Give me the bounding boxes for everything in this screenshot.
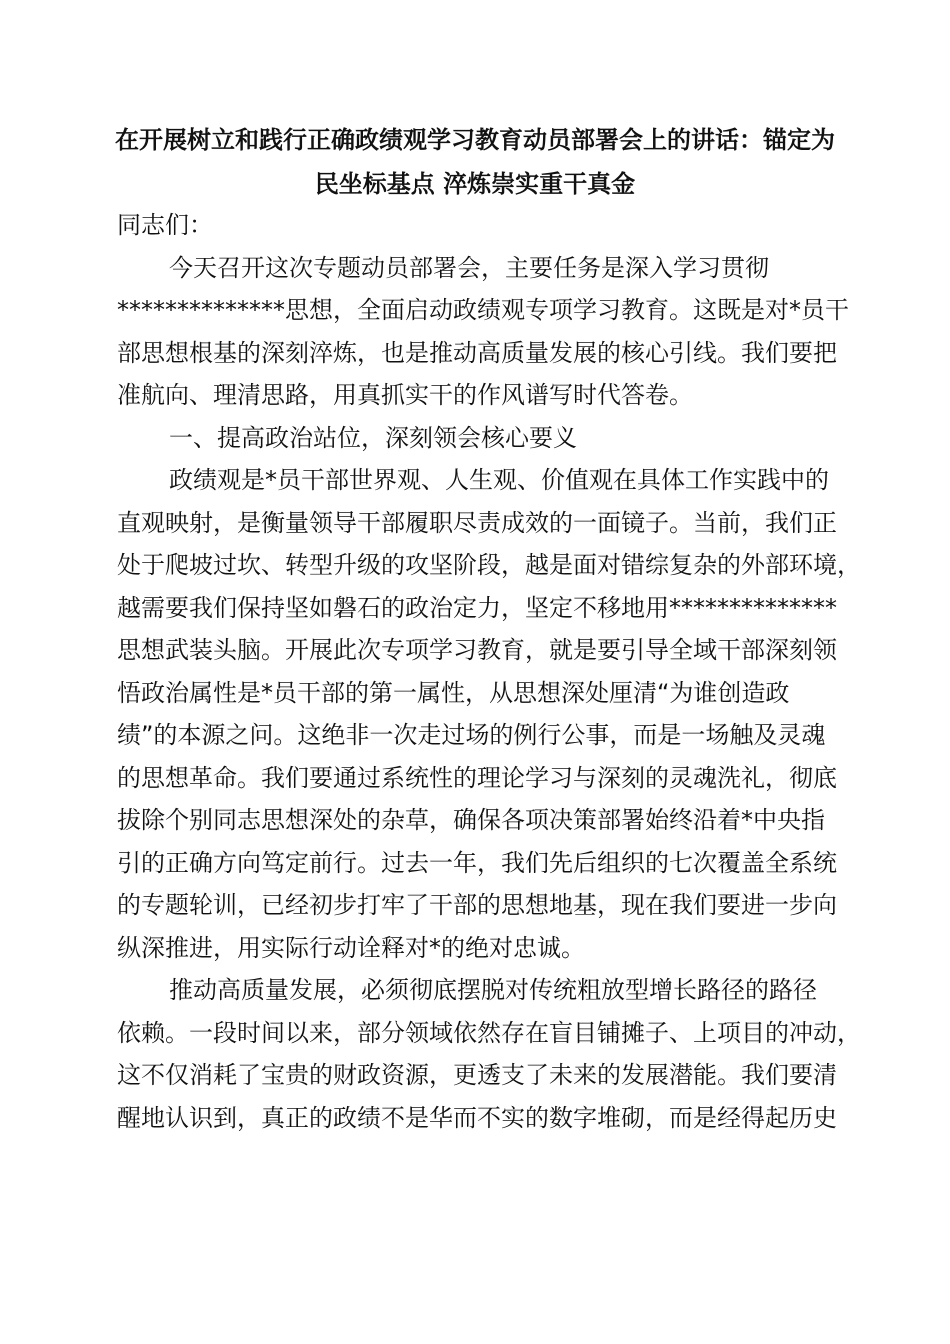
title-line-1: 在开展树立和践行正确政绩观学习教育动员部署会上的讲话：锚定为 — [115, 126, 835, 154]
text-line: 直观映射，是衡量领导干部履职尽责成效的一面镜子。当前，我们正 — [117, 508, 837, 537]
text-line: 准航向、理清思路，用真抓实干的作风谱写时代答卷。 — [117, 381, 693, 409]
text-line: 思想武装头脑。开展此次专项学习教育，就是要引导全域干部深刻领 — [117, 636, 837, 664]
text-line: 处于爬坡过坎、转型升级的攻坚阶段，越是面对错综复杂的外部环境， — [117, 551, 861, 579]
salutation: 同志们： — [117, 211, 213, 239]
title-line-2: 民坐标基点 淬炼崇实重干真金 — [314, 170, 636, 198]
text-line: 越需要我们保持坚如磐石的政治定力，坚定不移地用************** — [117, 593, 837, 622]
text-line: 引的正确方向笃定前行。过去一年，我们先后组织的七次覆盖全系统 — [117, 848, 837, 877]
text-line: 一、提高政治站位，深刻领会核心要义 — [169, 423, 577, 452]
text-line: 的专题轮训，已经初步打牢了干部的思想地基，现在我们要进一步向 — [117, 891, 837, 919]
document-body — [117, 204, 861, 1139]
text-line: **************思想，全面启动政绩观专项学习教育。这既是对*员干 — [117, 296, 849, 324]
document-title — [100, 118, 850, 206]
text-line: 推动高质量发展，必须彻底摆脱对传统粗放型增长路径的路径 — [169, 976, 817, 1004]
text-line: 政绩观是*员干部世界观、人生观、价值观在具体工作实践中的 — [169, 466, 829, 494]
text-line: 今天召开这次专题动员部署会，主要任务是深入学习贯彻 — [169, 253, 769, 282]
text-line: 这不仅消耗了宝贵的财政资源，更透支了未来的发展潜能。我们要清 — [117, 1061, 837, 1089]
text-lines — [117, 247, 861, 1140]
text-line: 纵深推进，用实际行动诠释对*的绝对忠诚。 — [117, 933, 585, 962]
text-line: 拔除个别同志思想深处的杂草，确保各项决策部署始终沿着*中央指 — [117, 806, 825, 834]
text-line: 部思想根基的深刻淬炼，也是推动高质量发展的核心引线。我们要把 — [117, 338, 837, 367]
text-line: 依赖。一段时间以来，部分领域依然存在盲目铺摊子、上项目的冲动， — [117, 1018, 861, 1047]
text-line: 悟政治属性是*员干部的第一属性，从思想深处厘清“为谁创造政 — [117, 678, 790, 707]
text-line: 绩”的本源之问。这绝非一次走过场的例行公事，而是一场触及灵魂 — [117, 721, 826, 749]
text-line: 的思想革命。我们要通过系统性的理论学习与深刻的灵魂洗礼，彻底 — [117, 763, 837, 792]
text-line: 醒地认识到，真正的政绩不是华而不实的数字堆砌，而是经得起历史 — [117, 1103, 837, 1132]
